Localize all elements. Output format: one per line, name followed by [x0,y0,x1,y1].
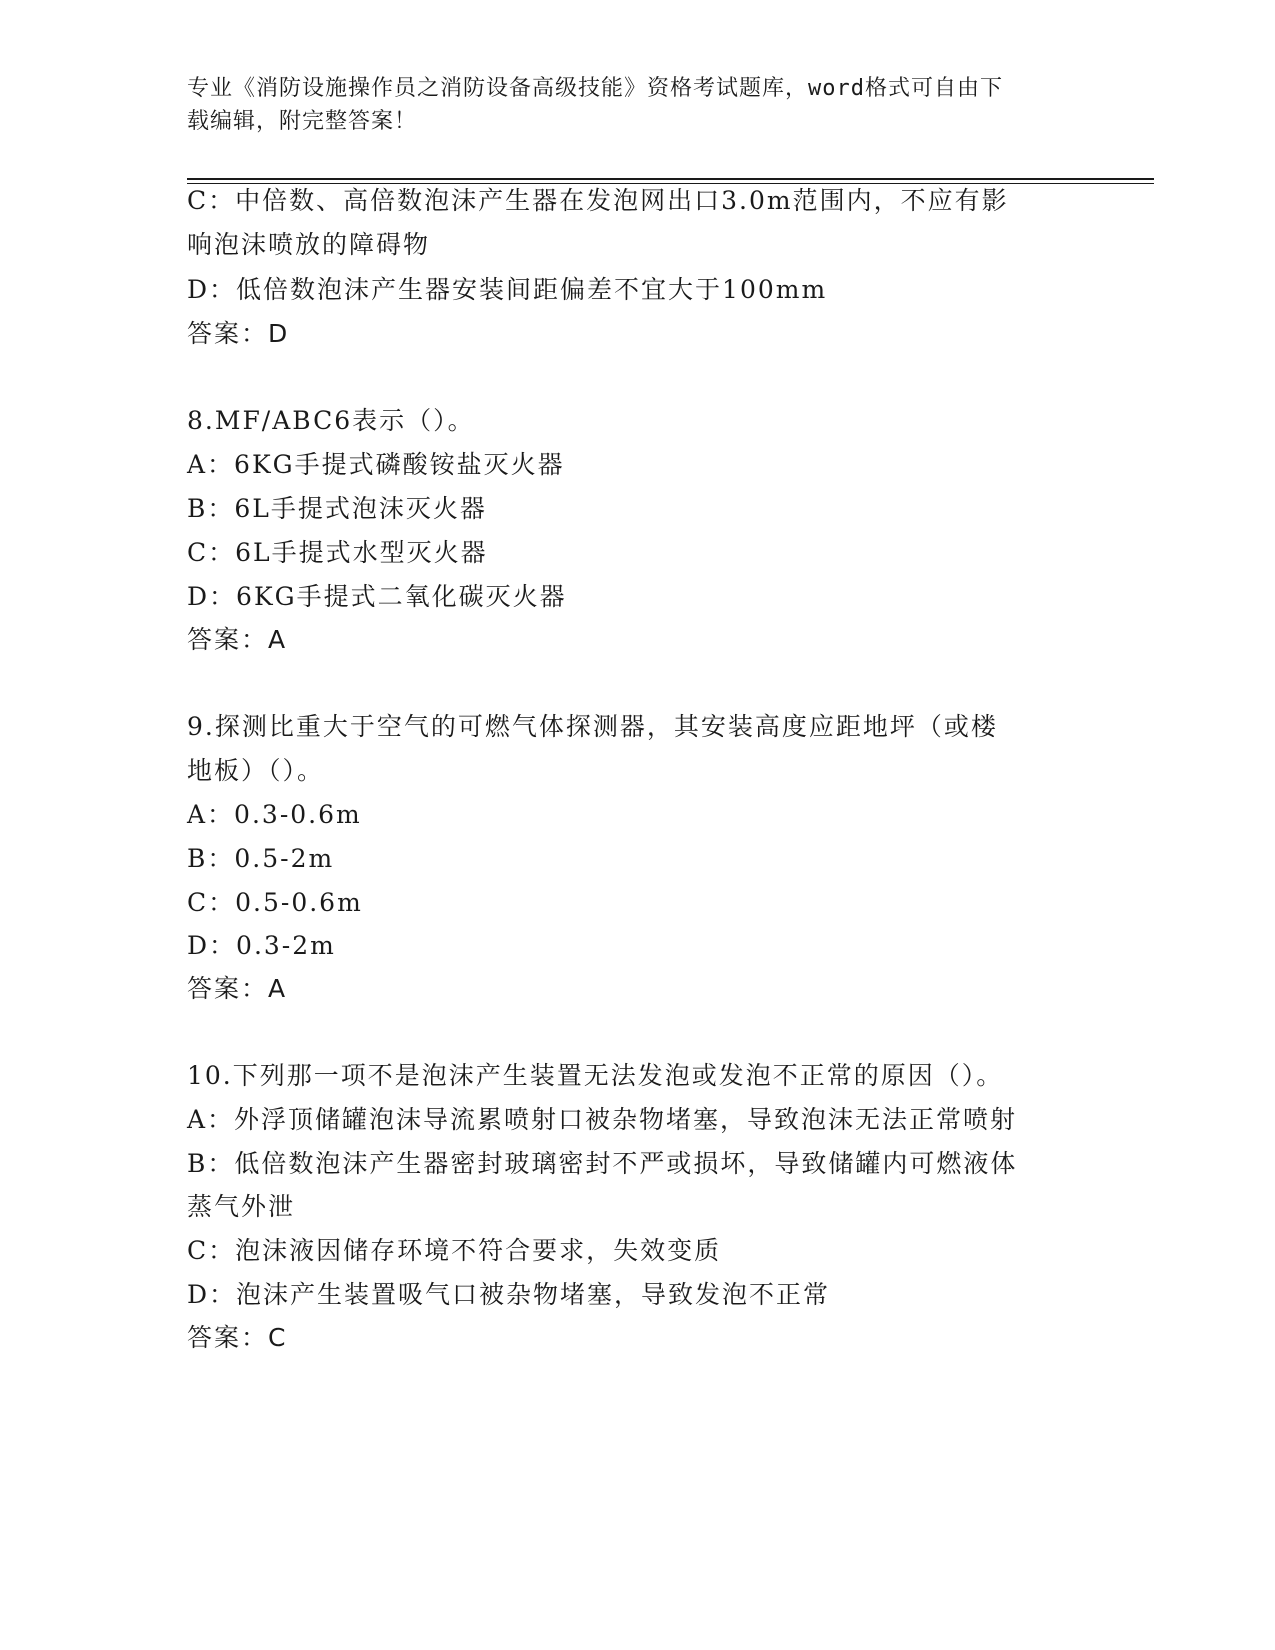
q8-option-b: B：6L手提式泡沫灭火器 [187,494,487,523]
header-divider-thin [187,183,1154,184]
q9-option-d: D：0.3-2m [187,931,336,960]
q10-stem: 10.下列那一项不是泡沫产生装置无法发泡或发泡不正常的原因（）。 [187,1061,1004,1090]
q9-stem-line-1: 9.探测比重大于空气的可燃气体探测器，其安装高度应距地坪（或楼 [187,712,998,741]
q8-option-d: D：6KG手提式二氧化碳灭火器 [187,582,567,611]
header-line-1: 专业《消防设施操作员之消防设备高级技能》资格考试题库，word格式可自由下 [187,76,1003,101]
header-line-2: 载编辑，附完整答案！ [187,109,418,134]
q8-option-a: A：6KG手提式磷酸铵盐灭火器 [187,450,565,479]
q10-option-d: D：泡沫产生装置吸气口被杂物堵塞，导致发泡不正常 [187,1280,831,1309]
q10-option-b-line-2: 蒸气外泄 [187,1192,296,1221]
q10-option-a: A：外浮顶储罐泡沫导流累喷射口被杂物堵塞，导致泡沫无法正常喷射 [187,1105,1018,1134]
q9-option-c: C：0.5-0.6m [187,888,363,917]
q8-option-c: C：6L手提式水型灭火器 [187,538,488,567]
q7-option-c-line-1: C：中倍数、高倍数泡沫产生器在发泡网出口3.0m范围内，不应有影 [187,186,1009,215]
q10-option-c: C：泡沫液因储存环境不符合要求，失效变质 [187,1236,722,1265]
q7-option-c-line-2: 响泡沫喷放的障碍物 [187,230,431,259]
header-divider-thick [187,178,1154,180]
q9-option-a: A：0.3-0.6m [187,800,362,829]
q7-option-d: D：低倍数泡沫产生器安装间距偏差不宜大于100mm [187,275,828,304]
q9-answer: 答案：A [187,974,288,1003]
q9-option-b: B：0.5-2m [187,844,335,873]
q8-answer: 答案：A [187,625,288,654]
q7-answer: 答案：D [187,319,290,348]
q8-stem: 8.MF/ABC6表示（）。 [187,406,475,435]
q10-answer: 答案：C [187,1323,288,1352]
document-header [187,72,1067,138]
q10-option-b-line-1: B：低倍数泡沫产生器密封玻璃密封不严或损坏，导致储罐内可燃液体 [187,1149,1018,1178]
q9-stem-line-2: 地板）（）。 [187,756,325,785]
